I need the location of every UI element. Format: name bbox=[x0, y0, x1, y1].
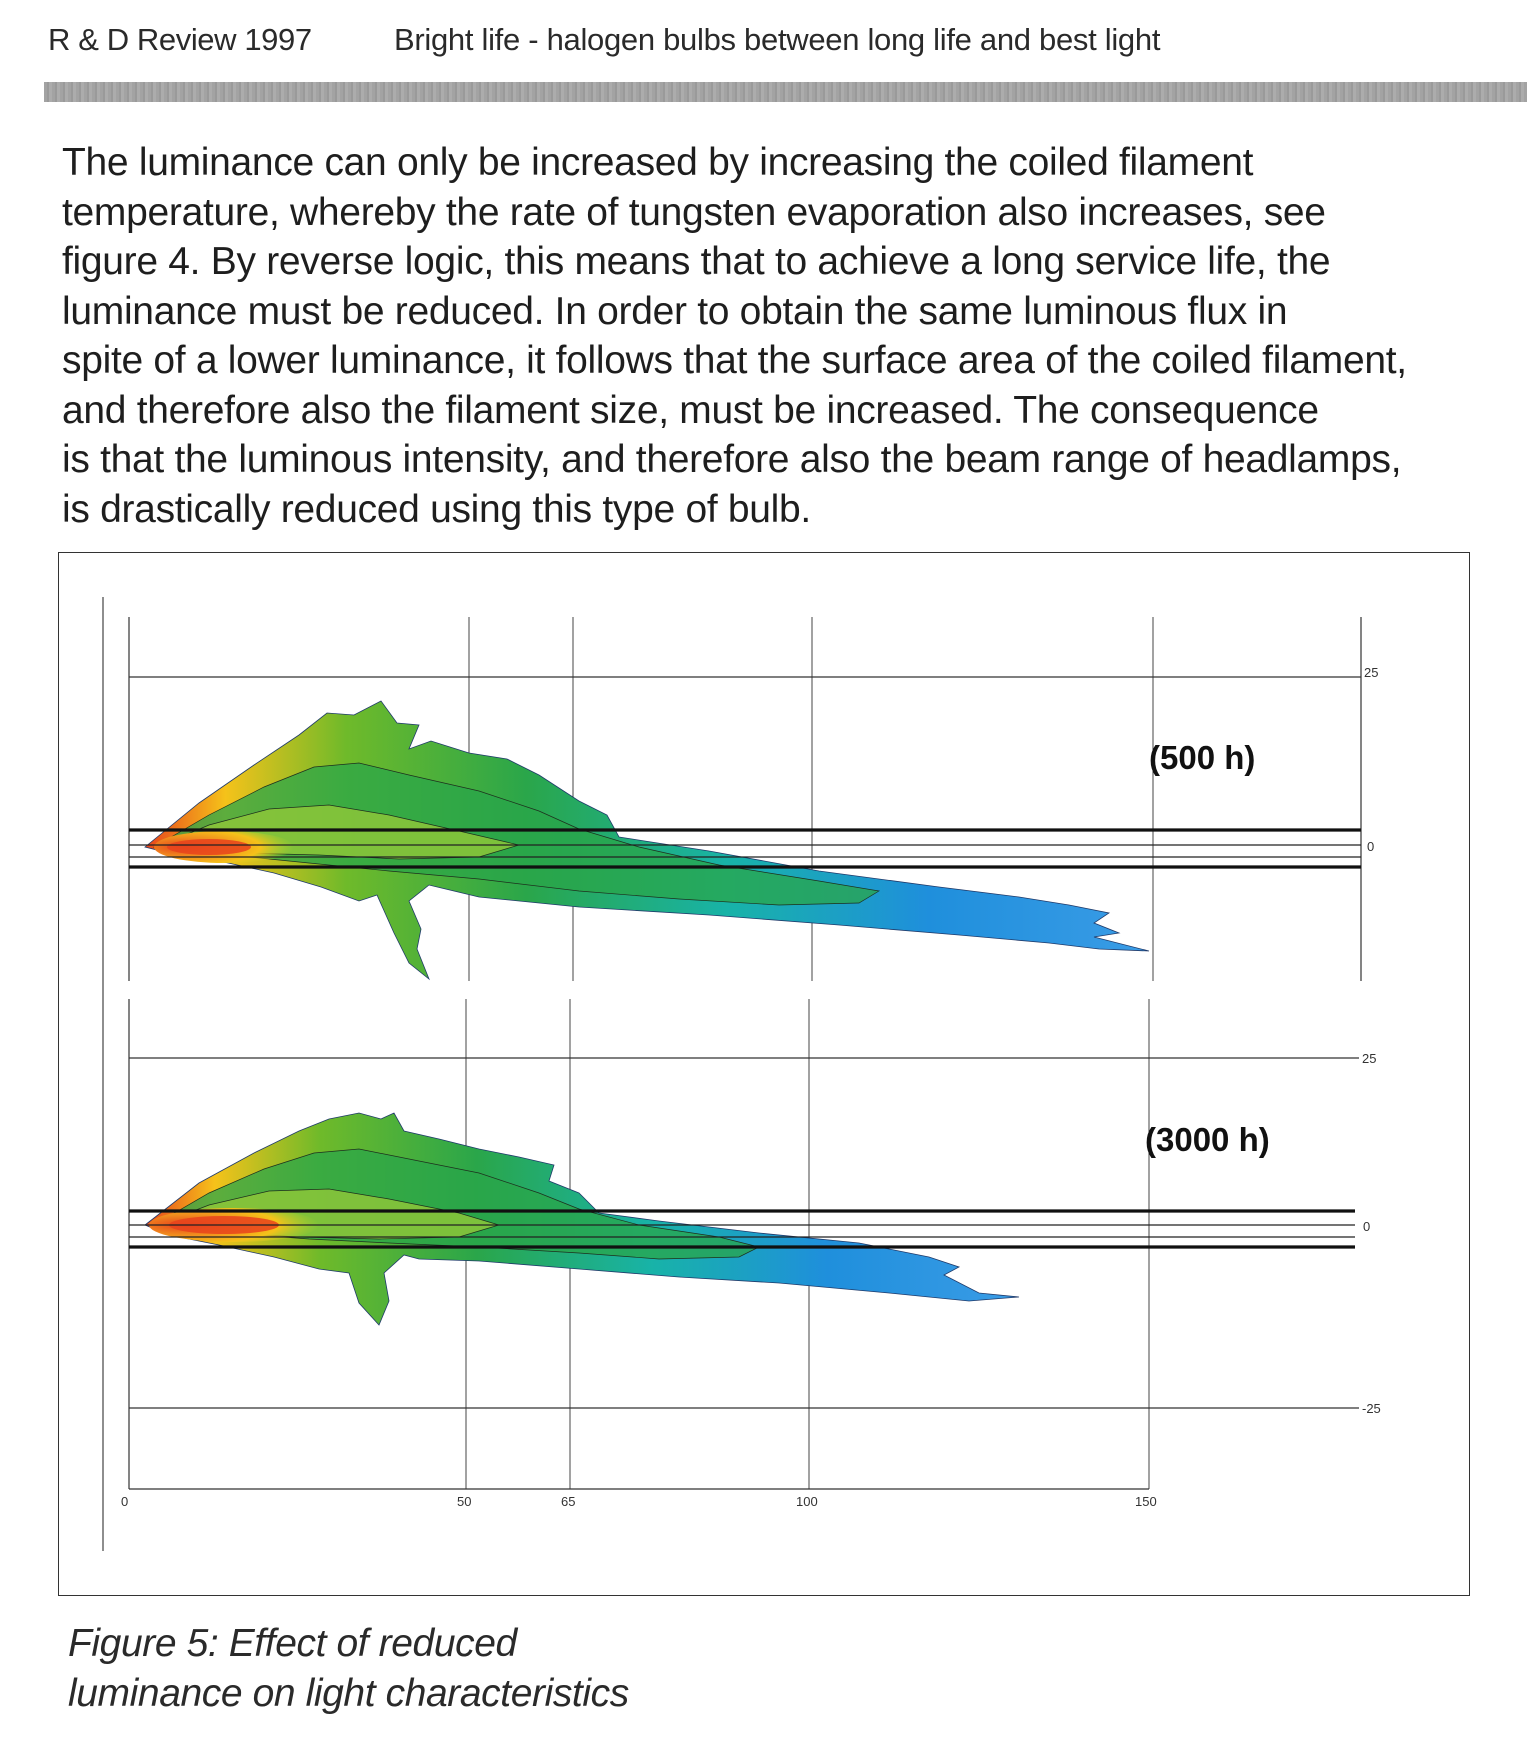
panel-500h bbox=[129, 617, 1378, 981]
x-tick-label: 65 bbox=[561, 1494, 576, 1509]
x-tick-label: 100 bbox=[796, 1494, 818, 1509]
x-tick-label: 50 bbox=[457, 1494, 472, 1509]
tick-label-zero: 0 bbox=[1363, 1219, 1371, 1234]
tick-label-zero: 0 bbox=[1367, 839, 1375, 854]
panel-label-3000h: (3000 h) bbox=[1145, 1121, 1270, 1158]
body-line: temperature, whereby the rate of tungsten evaporation also increases, see bbox=[62, 190, 1326, 234]
tick-label-plus25: 25 bbox=[1364, 665, 1379, 680]
body-line: The luminance can only be increased by increasing the coiled filament bbox=[62, 141, 1254, 184]
body-line: is that the luminous intensity, and therefore also the beam range of headlamps, bbox=[62, 438, 1402, 481]
caption-line: luminance on light characteristics bbox=[68, 1672, 629, 1715]
tick-label-minus25: -25 bbox=[1362, 1401, 1381, 1416]
body-paragraph bbox=[62, 138, 1502, 534]
publication-name: R & D Review 1997 bbox=[48, 22, 312, 57]
body-line: spite of a lower luminance, it follows that the surface area of the coiled filament, bbox=[62, 339, 1407, 382]
x-tick-label: 150 bbox=[1135, 1494, 1157, 1509]
body-line: is drastically reduced using this type of bulb. bbox=[62, 487, 811, 531]
caption-line: Figure 5: Effect of reduced bbox=[68, 1622, 517, 1665]
isolux-plot bbox=[59, 553, 1471, 1597]
article-title: Bright life - halogen bulbs between long life and best light bbox=[394, 22, 1161, 57]
beam-pattern-3000h bbox=[145, 1113, 1019, 1325]
panel-3000h bbox=[129, 999, 1381, 1489]
figure-5 bbox=[58, 552, 1470, 1596]
header-rule bbox=[44, 82, 1527, 102]
figure-caption bbox=[68, 1619, 629, 1719]
beam-pattern-500h bbox=[145, 701, 1149, 979]
body-line: and therefore also the filament size, must be increased. The consequence bbox=[62, 388, 1319, 432]
panel-label-500h: (500 h) bbox=[1149, 739, 1256, 776]
x-tick-label: 0 bbox=[121, 1494, 129, 1509]
hotspot-core bbox=[167, 839, 251, 855]
tick-label-plus25: 25 bbox=[1362, 1051, 1377, 1066]
body-line: luminance must be reduced. In order to obtain the same luminous flux in bbox=[62, 289, 1288, 333]
body-line: figure 4. By reverse logic, this means that to achieve a long service life, the bbox=[62, 240, 1331, 283]
